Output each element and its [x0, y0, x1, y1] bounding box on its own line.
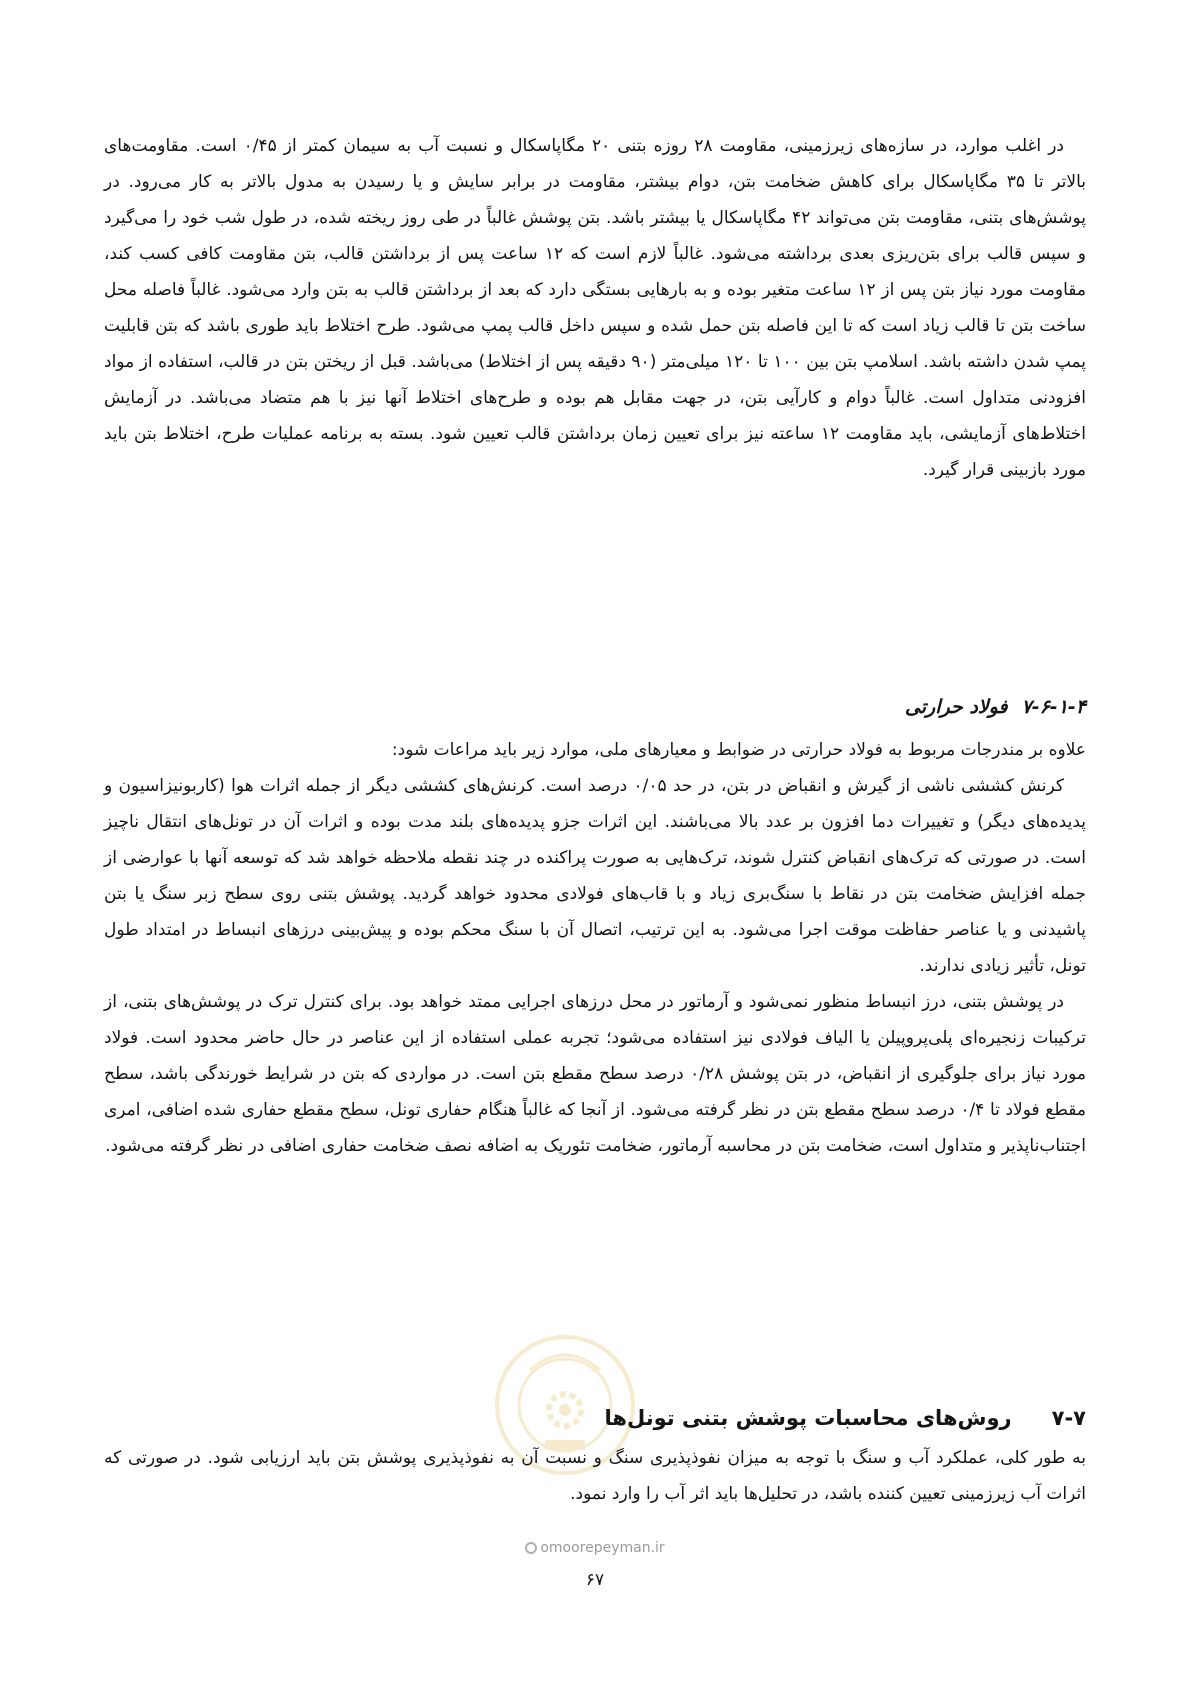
section-heading-heating-steel — [104, 692, 1086, 722]
paragraph-expansion-joints: در پوشش بتنی، درز انبساط منظور نمی‌شود و آرماتور در محل درزهای اجرایی ممتد خواهد بود. برای کنترل ترک در پوشش‌های بتنی، از ترکیبات زنجیره‌ای پلی‌پروپیلن یا الیاف فولادی نیز استفاده می‌شود؛ تجربه عملی استفاده از این عناصر در حال حاضر محدود است. فولاد مورد نیاز برای جلوگیری از انقباض، در بتن پوشش ۰/۲۸ درصد سطح مقطع بتن است. در مواردی که بتن در شرایط خورندگی باشد، سطح مقطع فولاد تا ۰/۴ درصد سطح مقطع بتن در نظر گرفته می‌شود. از آنجا که غالباً هنگام حفاری تونل، سطح مقطع حفاری شده اضافی، امری اجتناب‌ناپذیر و متداول است، ضخامت بتن در محاسبه آرماتور، ضخامت تئوریک به اضافه نصف ضخامت حفاری اضافی در نظر گرفته می‌شود. — [104, 992, 1086, 1156]
paragraph-intro: علاوه بر مندرجات مربوط به فولاد حرارتی در ضوابط و معیارهای ملی، موارد زیر باید مراعات شود: — [391, 740, 1086, 760]
page-number: ۶۷ — [585, 1570, 605, 1590]
site-logo-icon — [525, 1542, 537, 1554]
body-text-heating-steel — [104, 732, 1086, 1164]
paragraph-tensile-strain: کرنش کششی ناشی از گیرش و انقباض در بتن، در حد ۰/۰۵ درصد است. کرنش‌های کششی دیگر از جمله اثرات هوا (کاربونیزاسیون و پدیده‌های دیگر) و تغییرات دما افزون بر عدد بالا می‌باشند. این اثرات جزو پدیده‌های بلند مدت بوده و اثرات آن در تونل‌های انتقال ناچیز است. در صورتی که ترک‌های انقباض کنترل شوند، ترک‌هایی به صورت پراکنده در چند نقطه ملاحظه خواهد شد که توسعه آنها با عوارضی از جمله افزایش ضخامت بتن در نقاط با سنگ‌بری زیاد و با قاب‌های فولادی محدود خواهد گردید. پوشش بتنی روی سطح زبر سنگ یا بتن پاشیدنی و یا عناصر حفاظت موقت اجرا می‌شود. به این ترتیب، اتصال آن با سنگ محکم بوده و پیش‌بینی درزهای انبساط در امتداد طول تونل، تأثیر زیادی ندارند. — [104, 776, 1086, 976]
body-text-methods — [104, 1440, 1086, 1512]
paragraph-water-rock: به طور کلی، عملکرد آب و سنگ با توجه به میزان نفوذپذیری سنگ و نسبت آن به نفوذپذیری پوشش بتن باید ارزیابی شود. در صورتی که اثرات آب زیرزمینی تعیین کننده باشد، در تحلیل‌ها باید اثر آب را وارد نمود. — [104, 1448, 1086, 1504]
section-title: روش‌های محاسبات پوشش بتنی تونل‌ها — [604, 1406, 1012, 1430]
website-text: omoorepeyman.ir — [540, 1540, 665, 1556]
section-number: ۷-۶-۱-۴ — [1021, 696, 1086, 718]
section-number: ۷-۷ — [1051, 1406, 1086, 1430]
section-heading-methods — [104, 1402, 1086, 1434]
paragraph-concrete-strength: در اغلب موارد، در سازه‌های زیرزمینی، مقاومت ۲۸ روزه بتنی ۲۰ مگاپاسکال و نسبت آب به سیمان کمتر از ۰/۴۵ است. مقاومت‌های بالاتر تا ۳۵ مگاپاسکال برای کاهش ضخامت بتن، دوام بیشتر، مقاومت در برابر سایش و یا رسیدن به مدول بالاتر به کار می‌رود. در پوشش‌های بتنی، مقاومت بتن می‌تواند ۴۲ مگاپاسکال یا بیشتر باشد. بتن پوشش غالباً در طی روز ریخته شده، در طول شب خود را می‌گیرد و سپس قالب برای بتن‌ریزی بعدی برداشته می‌شود. غالباً لازم است که ۱۲ ساعت پس از برداشتن قالب، بتن مقاومت کافی کسب کند، مقاومت مورد نیاز بتن پس از ۱۲ ساعت متغیر بوده و به بارهایی بستگی دارد که بعد از برداشتن قالب به بتن وارد می‌شود. غالباً فاصله محل ساخت بتن تا قالب زیاد است که تا این فاصله بتن حمل شده و سپس داخل قالب پمپ می‌شود. طرح اختلاط باید طوری باشد که بتن قابلیت پمپ شدن داشته باشد. اسلامپ بتن بین ۱۰۰ تا ۱۲۰ میلی‌متر (۹۰ دقیقه پس از اختلاط) می‌باشد. قبل از ریختن بتن در قالب، استفاده از مواد افزودنی متداول است. غالباً دوام و کارآیی بتن، در جهت مقابل هم بوده و طرح‌های اختلاط آنها نیز با هم متضاد می‌باشد. در آزمایش اختلاط‌های آزمایشی، باید مقاومت ۱۲ ساعته نیز برای تعیین زمان برداشتن قالب تعیین شود. بسته به برنامه عملیات طرح، اختلاط بتن باید مورد بازبینی قرار گیرد. — [104, 136, 1087, 480]
body-text-top — [104, 128, 1086, 488]
website-watermark — [0, 1540, 1190, 1556]
section-title: فولاد حرارتی — [904, 696, 1008, 718]
